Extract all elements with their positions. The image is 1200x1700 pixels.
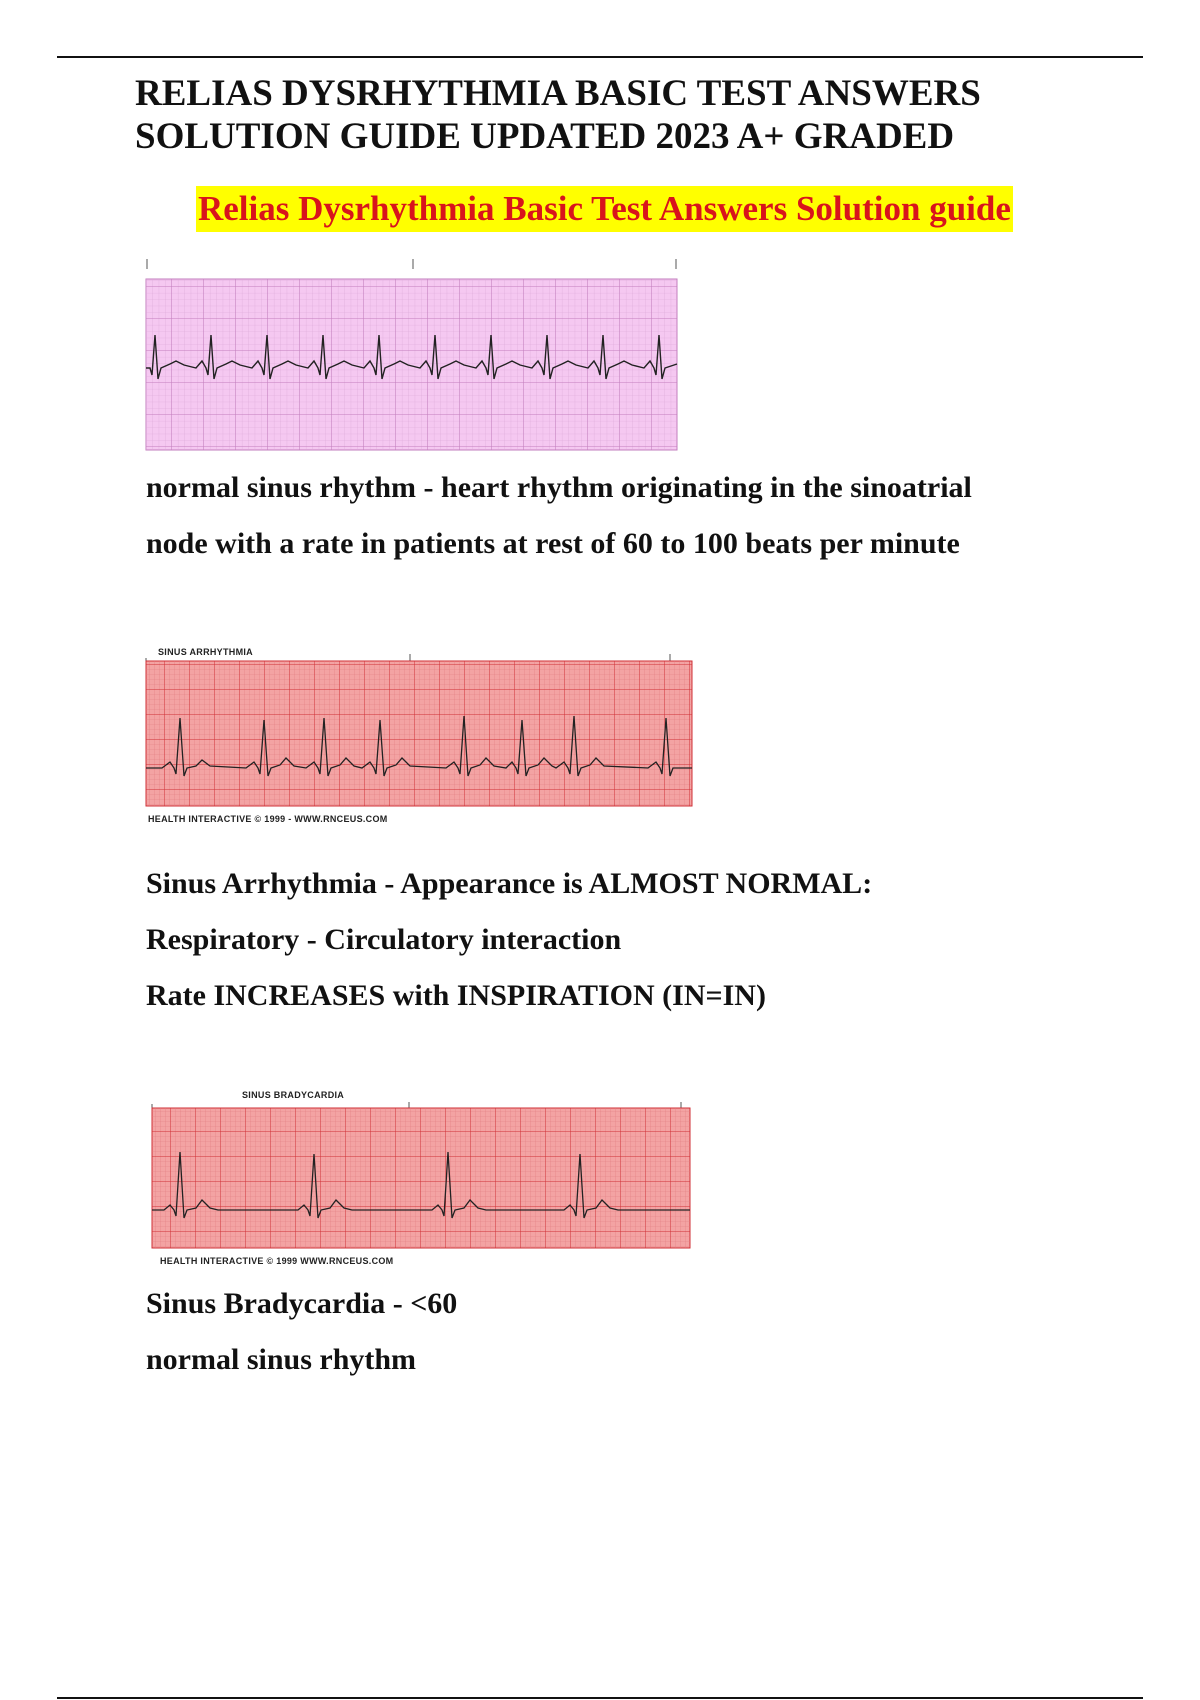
entry-1-line-1: normal sinus rhythm - heart rhythm originating in the sinoatrial: [146, 471, 972, 504]
ecg-strip-sinus-arrhythmia: [140, 640, 700, 830]
bottom-rule: [57, 1697, 1143, 1699]
top-rule: [57, 56, 1143, 58]
ecg-strip-sinus-bradycardia: [146, 1082, 706, 1272]
entry-2-line-2: Respiratory - Circulatory interaction: [146, 923, 622, 956]
entry-1-line-2: node with a rate in patients at rest of 60 to 100 beats per minute: [146, 527, 960, 560]
title-line-1: RELIAS DYSRHYTHMIA BASIC TEST ANSWERS: [135, 73, 981, 114]
highlighted-subtitle: Relias Dysrhythmia Basic Test Answers Solution guide: [196, 186, 1013, 232]
entry-3-line-2: normal sinus rhythm: [146, 1343, 417, 1376]
entry-2-line-1: Sinus Arrhythmia - Appearance is ALMOST NORMAL:: [146, 867, 873, 900]
title-line-2: SOLUTION GUIDE UPDATED 2023 A+ GRADED: [135, 116, 955, 157]
strip-3-label: SINUS BRADYCARDIA: [242, 1090, 345, 1100]
entry-sinus-bradycardia: [146, 1276, 457, 1388]
entry-normal-sinus: [146, 460, 972, 572]
strip-2-label: SINUS ARRHYTHMIA: [158, 647, 253, 657]
entry-sinus-arrhythmia: [146, 856, 872, 1024]
strip-2-footer: HEALTH INTERACTIVE © 1999 - WWW.RNCEUS.COM: [148, 814, 388, 824]
strip-3-footer: HEALTH INTERACTIVE © 1999 WWW.RNCEUS.COM: [160, 1256, 394, 1266]
ecg-strip-normal-sinus: [140, 255, 680, 455]
entry-3-line-1: Sinus Bradycardia - <60: [146, 1287, 458, 1320]
entry-2-line-3: Rate INCREASES with INSPIRATION (IN=IN): [146, 979, 766, 1012]
document-title: [135, 72, 981, 158]
